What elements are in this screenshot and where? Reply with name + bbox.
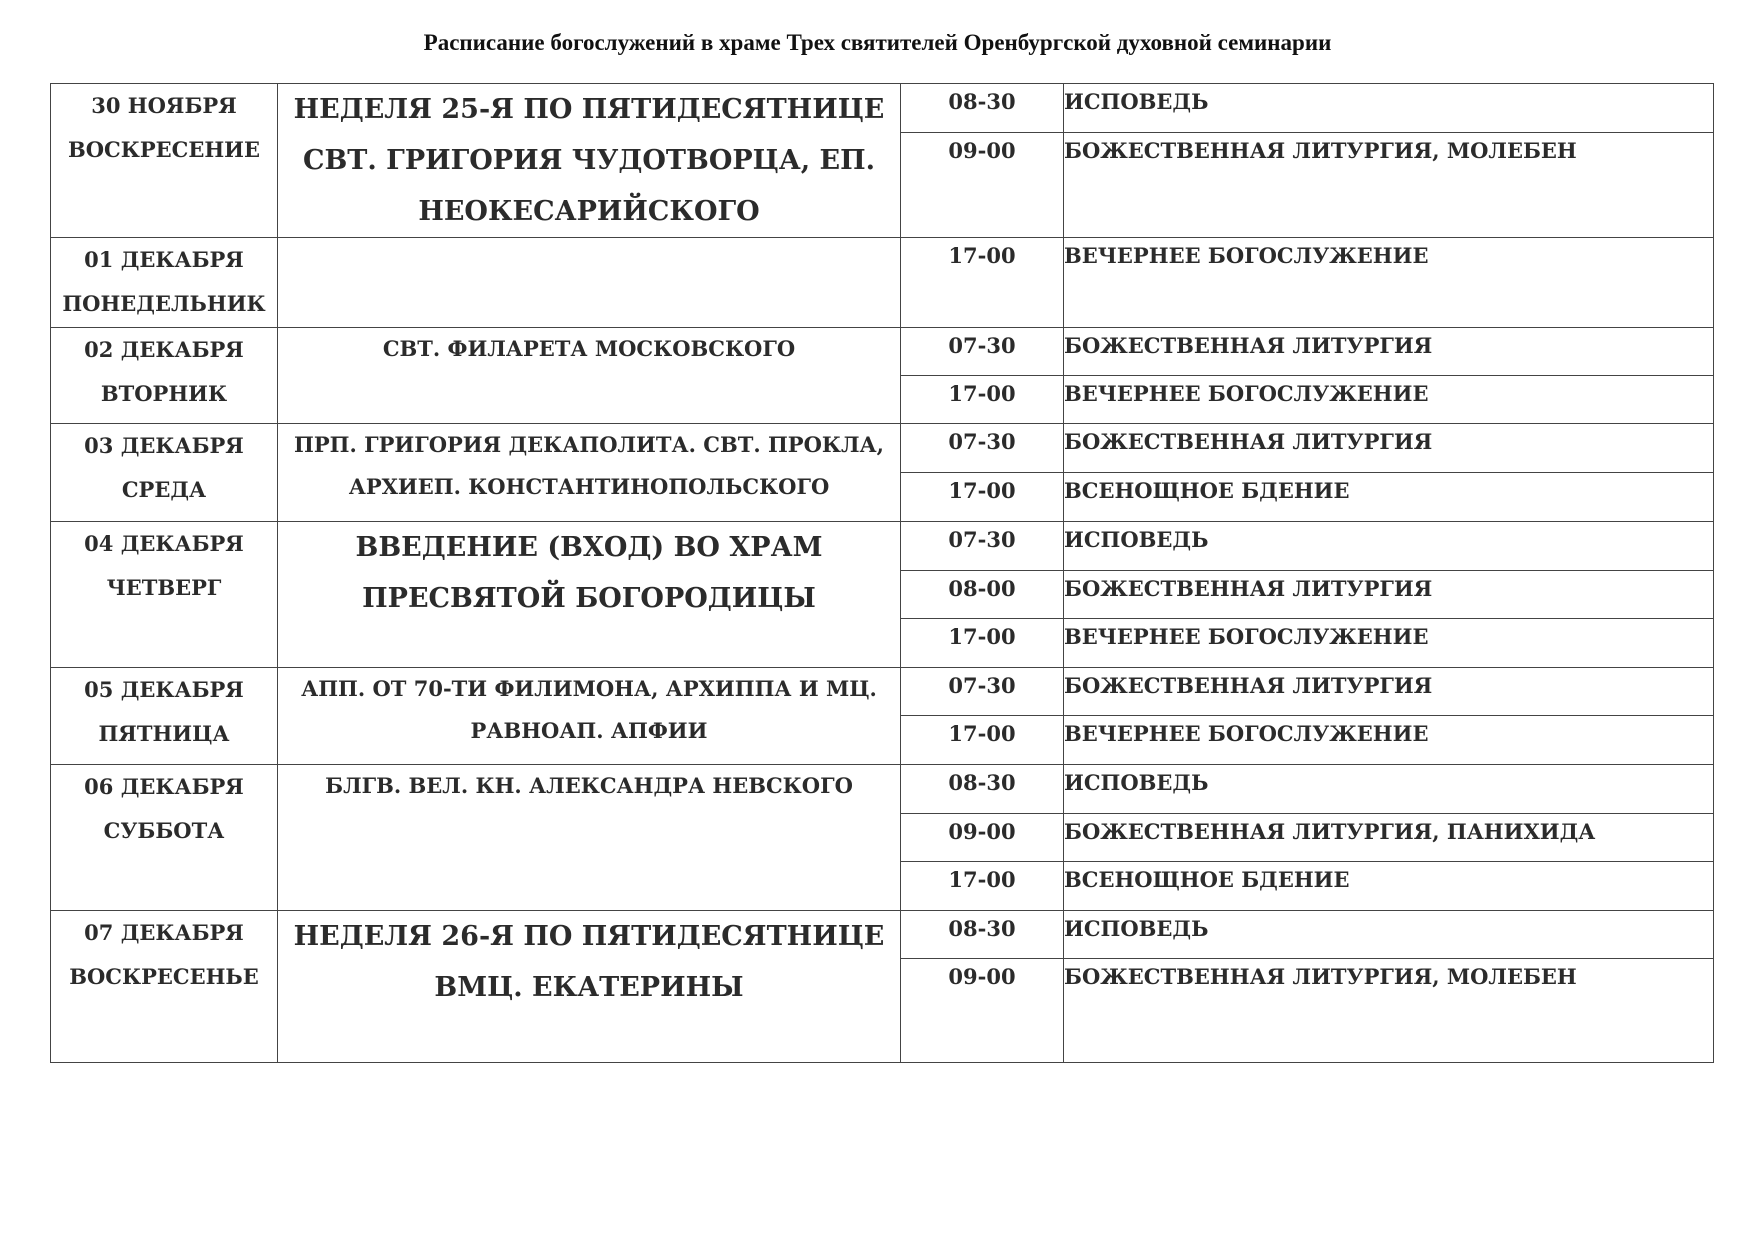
feast-cell: [278, 238, 901, 328]
service-time: 08-30: [901, 765, 1064, 814]
feast-line: НЕДЕЛЯ 25-Я ПО ПЯТИДЕСЯТНИЦЕ: [293, 94, 885, 125]
service-name: БОЖЕСТВЕННАЯ ЛИТУРГИЯ: [1064, 668, 1714, 716]
day-weekday: СРЕДА: [121, 477, 207, 502]
service-time: 17-00: [901, 716, 1064, 765]
feast-cell: [278, 522, 901, 668]
day-date-cell: [51, 522, 278, 668]
service-name: ВЕЧЕРНЕЕ БОГОСЛУЖЕНИЕ: [1064, 716, 1714, 765]
day-date-cell: [51, 84, 278, 238]
day-date: 30 НОЯБРЯ: [91, 93, 237, 118]
day-date-cell: [51, 328, 278, 424]
service-time: 07-30: [901, 522, 1064, 571]
schedule-table: [50, 83, 1714, 1063]
feast-cell: [278, 668, 901, 765]
service-time: 09-00: [901, 959, 1064, 1063]
day-date-cell: [51, 238, 278, 328]
day-weekday: ПОНЕДЕЛЬНИК: [62, 291, 266, 316]
day-weekday: ПЯТНИЦА: [98, 721, 230, 746]
feast-line: АПП. ОТ 70-ТИ ФИЛИМОНА, АРХИППА И МЦ.: [301, 676, 877, 701]
service-time: 17-00: [901, 862, 1064, 911]
day-date: 07 ДЕКАБРЯ: [84, 920, 244, 945]
service-name: ВСЕНОЩНОЕ БДЕНИЕ: [1064, 473, 1714, 522]
feast-line: ПРП. ГРИГОРИЯ ДЕКАПОЛИТА. СВТ. ПРОКЛА,: [294, 432, 884, 457]
service-time: 17-00: [901, 238, 1064, 328]
service-name: ВЕЧЕРНЕЕ БОГОСЛУЖЕНИЕ: [1064, 619, 1714, 668]
service-time: 17-00: [901, 619, 1064, 668]
service-name: ИСПОВЕДЬ: [1064, 84, 1714, 133]
feast-line: ПРЕСВЯТОЙ БОГОРОДИЦЫ: [362, 583, 816, 614]
service-time: 09-00: [901, 132, 1064, 237]
feast-line: РАВНОАП. АПФИИ: [470, 718, 708, 743]
feast-cell: [278, 84, 901, 238]
feast-line: НЕДЕЛЯ 26-Я ПО ПЯТИДЕСЯТНИЦЕ: [293, 921, 885, 952]
feast-line: ВВЕДЕНИЕ (ВХОД) ВО ХРАМ: [355, 532, 823, 563]
day-date: 06 ДЕКАБРЯ: [84, 774, 244, 799]
service-name: БОЖЕСТВЕННАЯ ЛИТУРГИЯ: [1064, 424, 1714, 473]
day-date-cell: [51, 424, 278, 522]
feast-line: СВТ. ГРИГОРИЯ ЧУДОТВОРЦА, ЕП.: [302, 145, 876, 176]
service-name: БОЖЕСТВЕННАЯ ЛИТУРГИЯ: [1064, 328, 1714, 376]
service-name: БОЖЕСТВЕННАЯ ЛИТУРГИЯ, ПАНИХИДА: [1064, 814, 1714, 862]
day-date-cell: [51, 911, 278, 1063]
service-time: 17-00: [901, 473, 1064, 522]
feast-line: НЕОКЕСАРИЙСКОГО: [418, 196, 760, 227]
service-time: 09-00: [901, 814, 1064, 862]
feast-cell: [278, 911, 901, 1063]
day-weekday: СУББОТА: [103, 818, 225, 843]
day-weekday: ЧЕТВЕРГ: [106, 575, 222, 600]
service-time: 07-30: [901, 328, 1064, 376]
service-name: ИСПОВЕДЬ: [1064, 911, 1714, 959]
service-time: 08-00: [901, 571, 1064, 619]
service-name: БОЖЕСТВЕННАЯ ЛИТУРГИЯ, МОЛЕБЕН: [1064, 132, 1714, 237]
day-date-cell: [51, 668, 278, 765]
feast-cell: [278, 328, 901, 424]
feast-cell: [278, 765, 901, 911]
day-weekday: ВОСКРЕСЕНИЕ: [67, 137, 261, 162]
day-weekday: ВТОРНИК: [100, 381, 228, 406]
service-name: ВЕЧЕРНЕЕ БОГОСЛУЖЕНИЕ: [1064, 238, 1714, 328]
day-date: 01 ДЕКАБРЯ: [84, 247, 244, 272]
day-date-cell: [51, 765, 278, 911]
day-date: 04 ДЕКАБРЯ: [84, 531, 244, 556]
document-title: Расписание богослужений в храме Трех святителей Оренбургской духовной семинарии: [423, 30, 1332, 55]
day-weekday: ВОСКРЕСЕНЬЕ: [69, 964, 259, 989]
service-time: 07-30: [901, 668, 1064, 716]
feast-cell: [278, 424, 901, 522]
service-time: 07-30: [901, 424, 1064, 473]
service-name: ВЕЧЕРНЕЕ БОГОСЛУЖЕНИЕ: [1064, 376, 1714, 424]
service-name: ИСПОВЕДЬ: [1064, 522, 1714, 571]
service-name: ВСЕНОЩНОЕ БДЕНИЕ: [1064, 862, 1714, 911]
feast-line: АРХИЕП. КОНСТАНТИНОПОЛЬСКОГО: [348, 474, 830, 499]
day-date: 03 ДЕКАБРЯ: [84, 433, 244, 458]
feast-line: ВМЦ. ЕКАТЕРИНЫ: [434, 972, 744, 1003]
service-time: 08-30: [901, 84, 1064, 133]
service-name: БОЖЕСТВЕННАЯ ЛИТУРГИЯ, МОЛЕБЕН: [1064, 959, 1714, 1063]
service-name: ИСПОВЕДЬ: [1064, 765, 1714, 814]
day-date: 02 ДЕКАБРЯ: [84, 337, 244, 362]
service-name: БОЖЕСТВЕННАЯ ЛИТУРГИЯ: [1064, 571, 1714, 619]
feast-line: БЛГВ. ВЕЛ. КН. АЛЕКСАНДРА НЕВСКОГО: [325, 773, 853, 798]
service-time: 08-30: [901, 911, 1064, 959]
day-date: 05 ДЕКАБРЯ: [84, 677, 244, 702]
feast-line: СВТ. ФИЛАРЕТА МОСКОВСКОГО: [382, 336, 796, 361]
service-time: 17-00: [901, 376, 1064, 424]
